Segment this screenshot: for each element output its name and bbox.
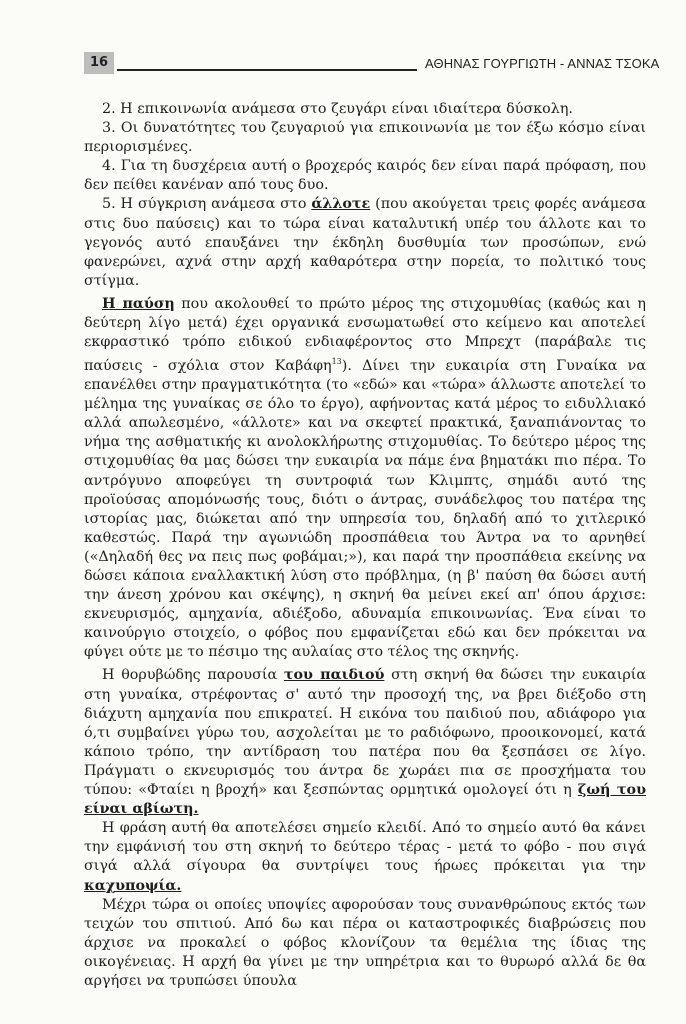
key-term-zoi-aviwti: ζωή του είναι αβίωτη. [84,782,646,818]
list-item: 3. Οι δυνατότητες του ζευγαριού για επικοινωνία με τον έξω κόσμο είναι περιορισμένες. [84,120,646,156]
key-term-paidi: του παιδιού [283,667,385,684]
page-header [0,50,686,80]
page-number: 16 [84,52,114,74]
body-text [84,100,646,991]
key-term-pausi: Η παύση [102,295,175,312]
paragraph: Η παύση που ακολουθεί το πρώτο μέρος της στιχομυθίας (καθώς και η δεύτερη λίγο μετά) έχει οργανικά ενσωματωθεί στο κείμενο και αποτελεί εκφραστικό τρόπο ειδικού ενδιαφέροντος στο Μπρεχτ (παράβαλε τις παύσεις - σχόλια στον Καβάφη$^{13}$). Δίνει την ευκαιρία στη Γυναίκα να επανέλθει στην πραγματικότητα (το «εδώ» και «τώρα» άλλωστε αποτελεί το μέλημα της γυναίκας σε όλο το έργο), αφήνοντας κατά μέρος το ειδυλλιακό αλλά απωλεσμένο, «άλλοτε» και να σκεφτεί πρακτικά, ξαναπιάνοντας το νήμα της ασθματικής κι ανολοκλήρωτης στιχομυθίας. Το δεύτερο μέρος της στιχομυθίας θα μας δώσει την ευκαιρία να πάμε ένα βηματάκι πιο πέρα. Το αντρόγυνο αποφεύγει τη συντροφιά των Κλιμπτς, σημάδι αυτό της προϊούσας απομόνωσής τους, διότι ο άντρας, συνάδελφος του πατέρα της ιστορίας μας, διώκεται από την υπηρεσία του, δηλαδή από το χιτλερικό καθεστώς. Παρά την αγωνιώδη προσπάθεια του Άντρα να το αρνηθεί («Δηλαδή θες να πεις πως φοβάμαι;»), και παρά την προσπάθεια εκείνης να δώσει κάποια εναλλακτική λύση στο πρόβλημα, (η β' παύση θα δώσει αυτή την άνεση χρόνου και σκέψης), η σκηνή θα μείνει εκεί απ' όπου άρχισε: εκνευρισμός, αμηχανία, αδιέξοδο, αδυναμία επικοινωνίας. Ένα είναι το καινούργιο στοιχείο, ο φόβος που εμφανίζεται εδώ και δεν πρόκειται να φύγει ούτε με το πέσιμο της αυλαίας στο τέλος της σκηνής. [84,295,646,661]
header-rule [117,69,417,71]
paragraph: Η φράση αυτή θα αποτελέσει σημείο κλειδί. Από το σημείο αυτό θα κάνει την εμφάνισή του στη σκηνή το δεύτερο τέρας - μετά το φόβο - που σιγά σιγά αλλά σίγουρα θα συντρίψει τους ήρωες πρόκειται για την καχυποψία. [84,820,646,894]
key-term-allote: άλλοτε [311,196,371,213]
key-term-kaxypopsia: καχυποψία. [84,877,182,894]
paragraph: Μέχρι τώρα οι οποίες υποψίες αφορούσαν τους συνανθρώπους εκτός των τειχών του σπιτιού. Από δω και πέρα οι καταστροφικές διαβρώσεις που άρχισε να προκαλεί ο φόβος κλονίζουν τα θεμέλια της ίδιας της οικογένειας. Η αρχή θα γίνει με την υπηρέτρια και το θυρωρό αλλά δε θα αργήσει να τρυπώσει ύπουλα [84,896,646,989]
list-item: 4. Για τη δυσχέρεια αυτή ο βροχερός καιρός δεν είναι παρά πρόφαση, που δεν πείθει κανέναν από τους δυο. [84,158,646,194]
footnote-marker: 13 [331,357,342,367]
paragraph: Η θορυβώδης παρουσία του παιδιού στη σκηνή θα δώσει την ευκαιρία στη γυναίκα, στρέφοντας σ' αυτό την προσοχή της, να βρει διέξοδο στη διάχυτη αμηχανία που επικρατεί. Η εικόνα του παιδιού που, αδιάφορο για ό,τι συμβαίνει γύρω του, ασχολείται με το ραδιόφωνο, προοικονομεί, κατά κάποιο τρόπο, την αντίδραση του πατέρα που θα ξεσπάσει σε λίγο. Πράγματι ο εκνευρισμός του άντρα δε χωράει πια σε προσχήματα του τύπου: «Φταίει η βροχή» και ξεσπώντας ορμητικά ομολογεί ότι η ζωή του είναι αβίωτη. [84,667,646,818]
running-title: ΑΘΗΝΑΣ ΓΟΥΡΓΙΩΤΗ - ΑΝΝΑΣ ΤΣΟΚΑ [425,56,660,71]
list-item: 2. Η επικοινωνία ανάμεσα στο ζευγάρι είναι ιδιαίτερα δύσκολη. [102,101,573,117]
list-item: 5. Η σύγκριση ανάμεσα στο άλλοτε (που ακούγεται τρεις φορές ανάμεσα στις δυο παύσεις) και το τώρα είναι καταλυτική υπέρ του άλλοτε και το γεγονός αυτό επαυξάνει την έκδηλη δυσθυμία των προσώπων, ενώ φανερώνει, αχνά στην αρχή καθαρότερα στην πορεία, το πολιτικό τους στίγμα. [84,196,646,289]
